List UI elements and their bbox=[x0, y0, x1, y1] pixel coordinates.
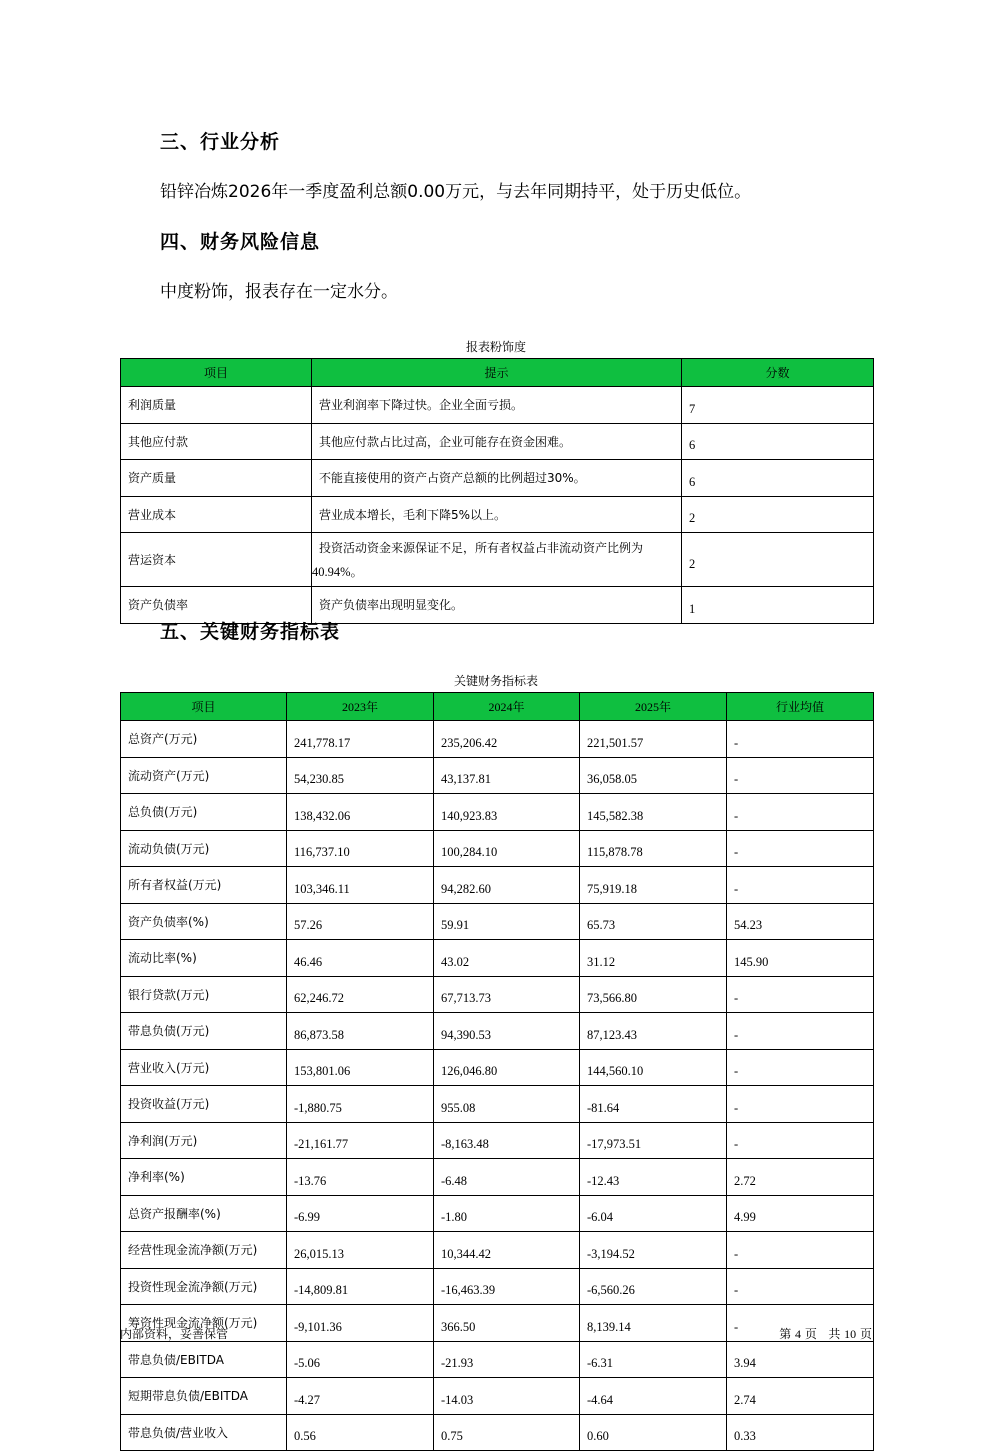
value-2024: -6.48 bbox=[434, 1159, 580, 1196]
table-row bbox=[121, 1122, 874, 1159]
value-2024: -16,463.39 bbox=[434, 1268, 580, 1305]
value-2025: 145,582.38 bbox=[580, 794, 727, 831]
risk-score: 7 bbox=[682, 387, 874, 424]
table-row bbox=[121, 1159, 874, 1196]
table-row bbox=[121, 1013, 874, 1050]
value-industry-avg: 54.23 bbox=[727, 903, 874, 940]
table-row bbox=[121, 387, 874, 424]
value-2023: -1,880.75 bbox=[287, 1086, 434, 1123]
risk-header-item: 项目 bbox=[121, 359, 312, 387]
section-5-heading: 五、关键财务指标表 bbox=[160, 621, 341, 643]
metric-name: 流动资产(万元) bbox=[121, 757, 287, 794]
metric-name: 营业收入(万元) bbox=[121, 1049, 287, 1086]
risk-header-score: 分数 bbox=[682, 359, 874, 387]
value-industry-avg: - bbox=[727, 867, 874, 904]
value-industry-avg: 3.94 bbox=[727, 1341, 874, 1378]
value-2024: 100,284.10 bbox=[434, 830, 580, 867]
value-2025: -6.04 bbox=[580, 1195, 727, 1232]
value-2025: 8,139.14 bbox=[580, 1305, 727, 1342]
table-row bbox=[121, 1378, 874, 1415]
value-2024: 94,282.60 bbox=[434, 867, 580, 904]
risk-hint bbox=[312, 533, 682, 587]
value-2023: 138,432.06 bbox=[287, 794, 434, 831]
risk-table bbox=[120, 358, 874, 624]
value-2023: 103,346.11 bbox=[287, 867, 434, 904]
value-2023: 0.56 bbox=[287, 1414, 434, 1451]
risk-item: 营业成本 bbox=[121, 496, 312, 533]
risk-score: 1 bbox=[682, 587, 874, 624]
table-row bbox=[121, 757, 874, 794]
metric-name: 总资产(万元) bbox=[121, 721, 287, 758]
value-2023: -9,101.36 bbox=[287, 1305, 434, 1342]
risk-hint: 其他应付款占比过高，企业可能存在资金困难。 bbox=[312, 423, 682, 460]
value-2023: 46.46 bbox=[287, 940, 434, 977]
value-2025: 73,566.80 bbox=[580, 976, 727, 1013]
table-row bbox=[121, 794, 874, 831]
table-row bbox=[121, 1414, 874, 1451]
value-2025: -12.43 bbox=[580, 1159, 727, 1196]
value-industry-avg: - bbox=[727, 1122, 874, 1159]
value-2025: 87,123.43 bbox=[580, 1013, 727, 1050]
value-2025: -17,973.51 bbox=[580, 1122, 727, 1159]
section-4-text: 中度粉饰，报表存在一定水分。 bbox=[160, 282, 398, 302]
metrics-table bbox=[120, 692, 874, 1451]
table-row bbox=[121, 721, 874, 758]
metric-name: 净利润(万元) bbox=[121, 1122, 287, 1159]
metric-name: 流动比率(%) bbox=[121, 940, 287, 977]
value-2024: 0.75 bbox=[434, 1414, 580, 1451]
section-3-heading: 三、行业分析 bbox=[160, 131, 281, 153]
table-row bbox=[121, 1305, 874, 1342]
value-2023: 62,246.72 bbox=[287, 976, 434, 1013]
value-industry-avg: - bbox=[727, 1268, 874, 1305]
value-2023: -21,161.77 bbox=[287, 1122, 434, 1159]
table-row bbox=[121, 1049, 874, 1086]
table-row bbox=[121, 423, 874, 460]
footer-page-mid: 页 共 bbox=[804, 1327, 841, 1341]
value-2025: 221,501.57 bbox=[580, 721, 727, 758]
metrics-table-caption: 关键财务指标表 bbox=[453, 674, 538, 688]
risk-header-hint: 提示 bbox=[312, 359, 682, 387]
value-2024: -14.03 bbox=[434, 1378, 580, 1415]
value-2025: 65.73 bbox=[580, 903, 727, 940]
metric-name: 总负债(万元) bbox=[121, 794, 287, 831]
footer-page-number bbox=[779, 1325, 872, 1342]
value-2024: 955.08 bbox=[434, 1086, 580, 1123]
metric-name: 净利率(%) bbox=[121, 1159, 287, 1196]
metric-name: 流动负债(万元) bbox=[121, 830, 287, 867]
value-2023: -13.76 bbox=[287, 1159, 434, 1196]
metric-name: 银行贷款(万元) bbox=[121, 976, 287, 1013]
value-industry-avg: - bbox=[727, 1305, 874, 1342]
metric-name: 带息负债/营业收入 bbox=[121, 1414, 287, 1451]
value-industry-avg: 0.33 bbox=[727, 1414, 874, 1451]
value-2023: 54,230.85 bbox=[287, 757, 434, 794]
risk-hint-line-1: 投资活动资金来源保证不足，所有者权益占非流动资产比例为 bbox=[319, 540, 644, 555]
table-row bbox=[121, 460, 874, 497]
value-2025: -6,560.26 bbox=[580, 1268, 727, 1305]
metrics-header-2024: 2024年 bbox=[434, 693, 580, 721]
metric-name: 短期带息负债/EBITDA bbox=[121, 1378, 287, 1415]
metric-name: 所有者权益(万元) bbox=[121, 867, 287, 904]
table-row bbox=[121, 1268, 874, 1305]
value-2025: -81.64 bbox=[580, 1086, 727, 1123]
value-industry-avg: - bbox=[727, 1232, 874, 1269]
value-industry-avg: 145.90 bbox=[727, 940, 874, 977]
metric-name: 资产负债率(%) bbox=[121, 903, 287, 940]
metric-name: 经营性现金流净额(万元) bbox=[121, 1232, 287, 1269]
value-2024: 366.50 bbox=[434, 1305, 580, 1342]
value-industry-avg: - bbox=[727, 1086, 874, 1123]
metrics-table-header-row bbox=[121, 693, 874, 721]
risk-hint: 营业利润率下降过快。企业全面亏损。 bbox=[312, 387, 682, 424]
value-2024: 140,923.83 bbox=[434, 794, 580, 831]
metrics-header-item: 项目 bbox=[121, 693, 287, 721]
value-2024: 10,344.42 bbox=[434, 1232, 580, 1269]
metrics-header-industry-avg: 行业均值 bbox=[727, 693, 874, 721]
value-2025: 0.60 bbox=[580, 1414, 727, 1451]
risk-score: 2 bbox=[682, 496, 874, 533]
value-2023: -14,809.81 bbox=[287, 1268, 434, 1305]
value-2024: 126,046.80 bbox=[434, 1049, 580, 1086]
value-industry-avg: - bbox=[727, 721, 874, 758]
risk-table-header-row bbox=[121, 359, 874, 387]
value-2025: -6.31 bbox=[580, 1341, 727, 1378]
table-row bbox=[121, 1195, 874, 1232]
risk-hint: 不能直接使用的资产占资产总额的比例超过30%。 bbox=[312, 460, 682, 497]
metric-name: 筹资性现金流净额(万元) bbox=[121, 1305, 287, 1342]
table-row bbox=[121, 903, 874, 940]
value-industry-avg: - bbox=[727, 1049, 874, 1086]
value-2024: -21.93 bbox=[434, 1341, 580, 1378]
metric-name: 投资收益(万元) bbox=[121, 1086, 287, 1123]
value-2024: 235,206.42 bbox=[434, 721, 580, 758]
footer-page-suffix: 页 bbox=[859, 1327, 872, 1341]
value-2023: -4.27 bbox=[287, 1378, 434, 1415]
table-row bbox=[121, 830, 874, 867]
risk-item: 资产质量 bbox=[121, 460, 312, 497]
value-2023: 86,873.58 bbox=[287, 1013, 434, 1050]
value-2023: 241,778.17 bbox=[287, 721, 434, 758]
metric-name: 带息负债/EBITDA bbox=[121, 1341, 287, 1378]
section-4-heading: 四、财务风险信息 bbox=[160, 231, 321, 253]
risk-item: 资产负债率 bbox=[121, 587, 312, 624]
value-2025: 31.12 bbox=[580, 940, 727, 977]
table-row bbox=[121, 940, 874, 977]
value-industry-avg: - bbox=[727, 976, 874, 1013]
risk-hint: 营业成本增长，毛利下降5%以上。 bbox=[312, 496, 682, 533]
risk-item: 营运资本 bbox=[121, 533, 312, 587]
value-2024: 67,713.73 bbox=[434, 976, 580, 1013]
risk-hint: 资产负债率出现明显变化。 bbox=[312, 587, 682, 624]
value-2023: 153,801.06 bbox=[287, 1049, 434, 1086]
table-row bbox=[121, 1341, 874, 1378]
value-industry-avg: - bbox=[727, 794, 874, 831]
table-row bbox=[121, 533, 874, 587]
value-2023: 116,737.10 bbox=[287, 830, 434, 867]
value-industry-avg: - bbox=[727, 1013, 874, 1050]
risk-score: 6 bbox=[682, 423, 874, 460]
table-row bbox=[121, 496, 874, 533]
footer-page-current: 4 bbox=[795, 1327, 802, 1341]
value-industry-avg: 4.99 bbox=[727, 1195, 874, 1232]
value-2025: 36,058.05 bbox=[580, 757, 727, 794]
value-industry-avg: 2.74 bbox=[727, 1378, 874, 1415]
risk-hint-line-2: 40.94%。 bbox=[312, 564, 364, 579]
risk-table-caption: 报表粉饰度 bbox=[465, 340, 526, 354]
risk-score: 2 bbox=[682, 533, 874, 587]
footer-page-total: 10 bbox=[844, 1327, 857, 1341]
footer-confidential-note: 内部资料，妥善保管 bbox=[120, 1327, 229, 1341]
risk-score: 6 bbox=[682, 460, 874, 497]
value-2025: 75,919.18 bbox=[580, 867, 727, 904]
table-row bbox=[121, 867, 874, 904]
footer-page-prefix: 第 bbox=[779, 1327, 792, 1341]
value-2023: 26,015.13 bbox=[287, 1232, 434, 1269]
value-industry-avg: - bbox=[727, 830, 874, 867]
value-2023: 57.26 bbox=[287, 903, 434, 940]
value-industry-avg: - bbox=[727, 757, 874, 794]
value-2024: -1.80 bbox=[434, 1195, 580, 1232]
value-2025: 115,878.78 bbox=[580, 830, 727, 867]
metric-name: 带息负债(万元) bbox=[121, 1013, 287, 1050]
value-2024: -8,163.48 bbox=[434, 1122, 580, 1159]
metrics-header-2025: 2025年 bbox=[580, 693, 727, 721]
value-2023: -6.99 bbox=[287, 1195, 434, 1232]
value-2025: -4.64 bbox=[580, 1378, 727, 1415]
value-2023: -5.06 bbox=[287, 1341, 434, 1378]
value-industry-avg: 2.72 bbox=[727, 1159, 874, 1196]
metric-name: 投资性现金流净额(万元) bbox=[121, 1268, 287, 1305]
value-2025: 144,560.10 bbox=[580, 1049, 727, 1086]
risk-item: 其他应付款 bbox=[121, 423, 312, 460]
section-3-text: 铅锌冶炼2026年一季度盈利总额0.00万元，与去年同期持平，处于历史低位。 bbox=[160, 182, 752, 202]
value-2024: 43.02 bbox=[434, 940, 580, 977]
value-2024: 94,390.53 bbox=[434, 1013, 580, 1050]
table-row bbox=[121, 1232, 874, 1269]
value-2024: 59.91 bbox=[434, 903, 580, 940]
value-2025: -3,194.52 bbox=[580, 1232, 727, 1269]
metrics-header-2023: 2023年 bbox=[287, 693, 434, 721]
value-2024: 43,137.81 bbox=[434, 757, 580, 794]
table-row bbox=[121, 1086, 874, 1123]
metric-name: 总资产报酬率(%) bbox=[121, 1195, 287, 1232]
table-row bbox=[121, 976, 874, 1013]
risk-item: 利润质量 bbox=[121, 387, 312, 424]
